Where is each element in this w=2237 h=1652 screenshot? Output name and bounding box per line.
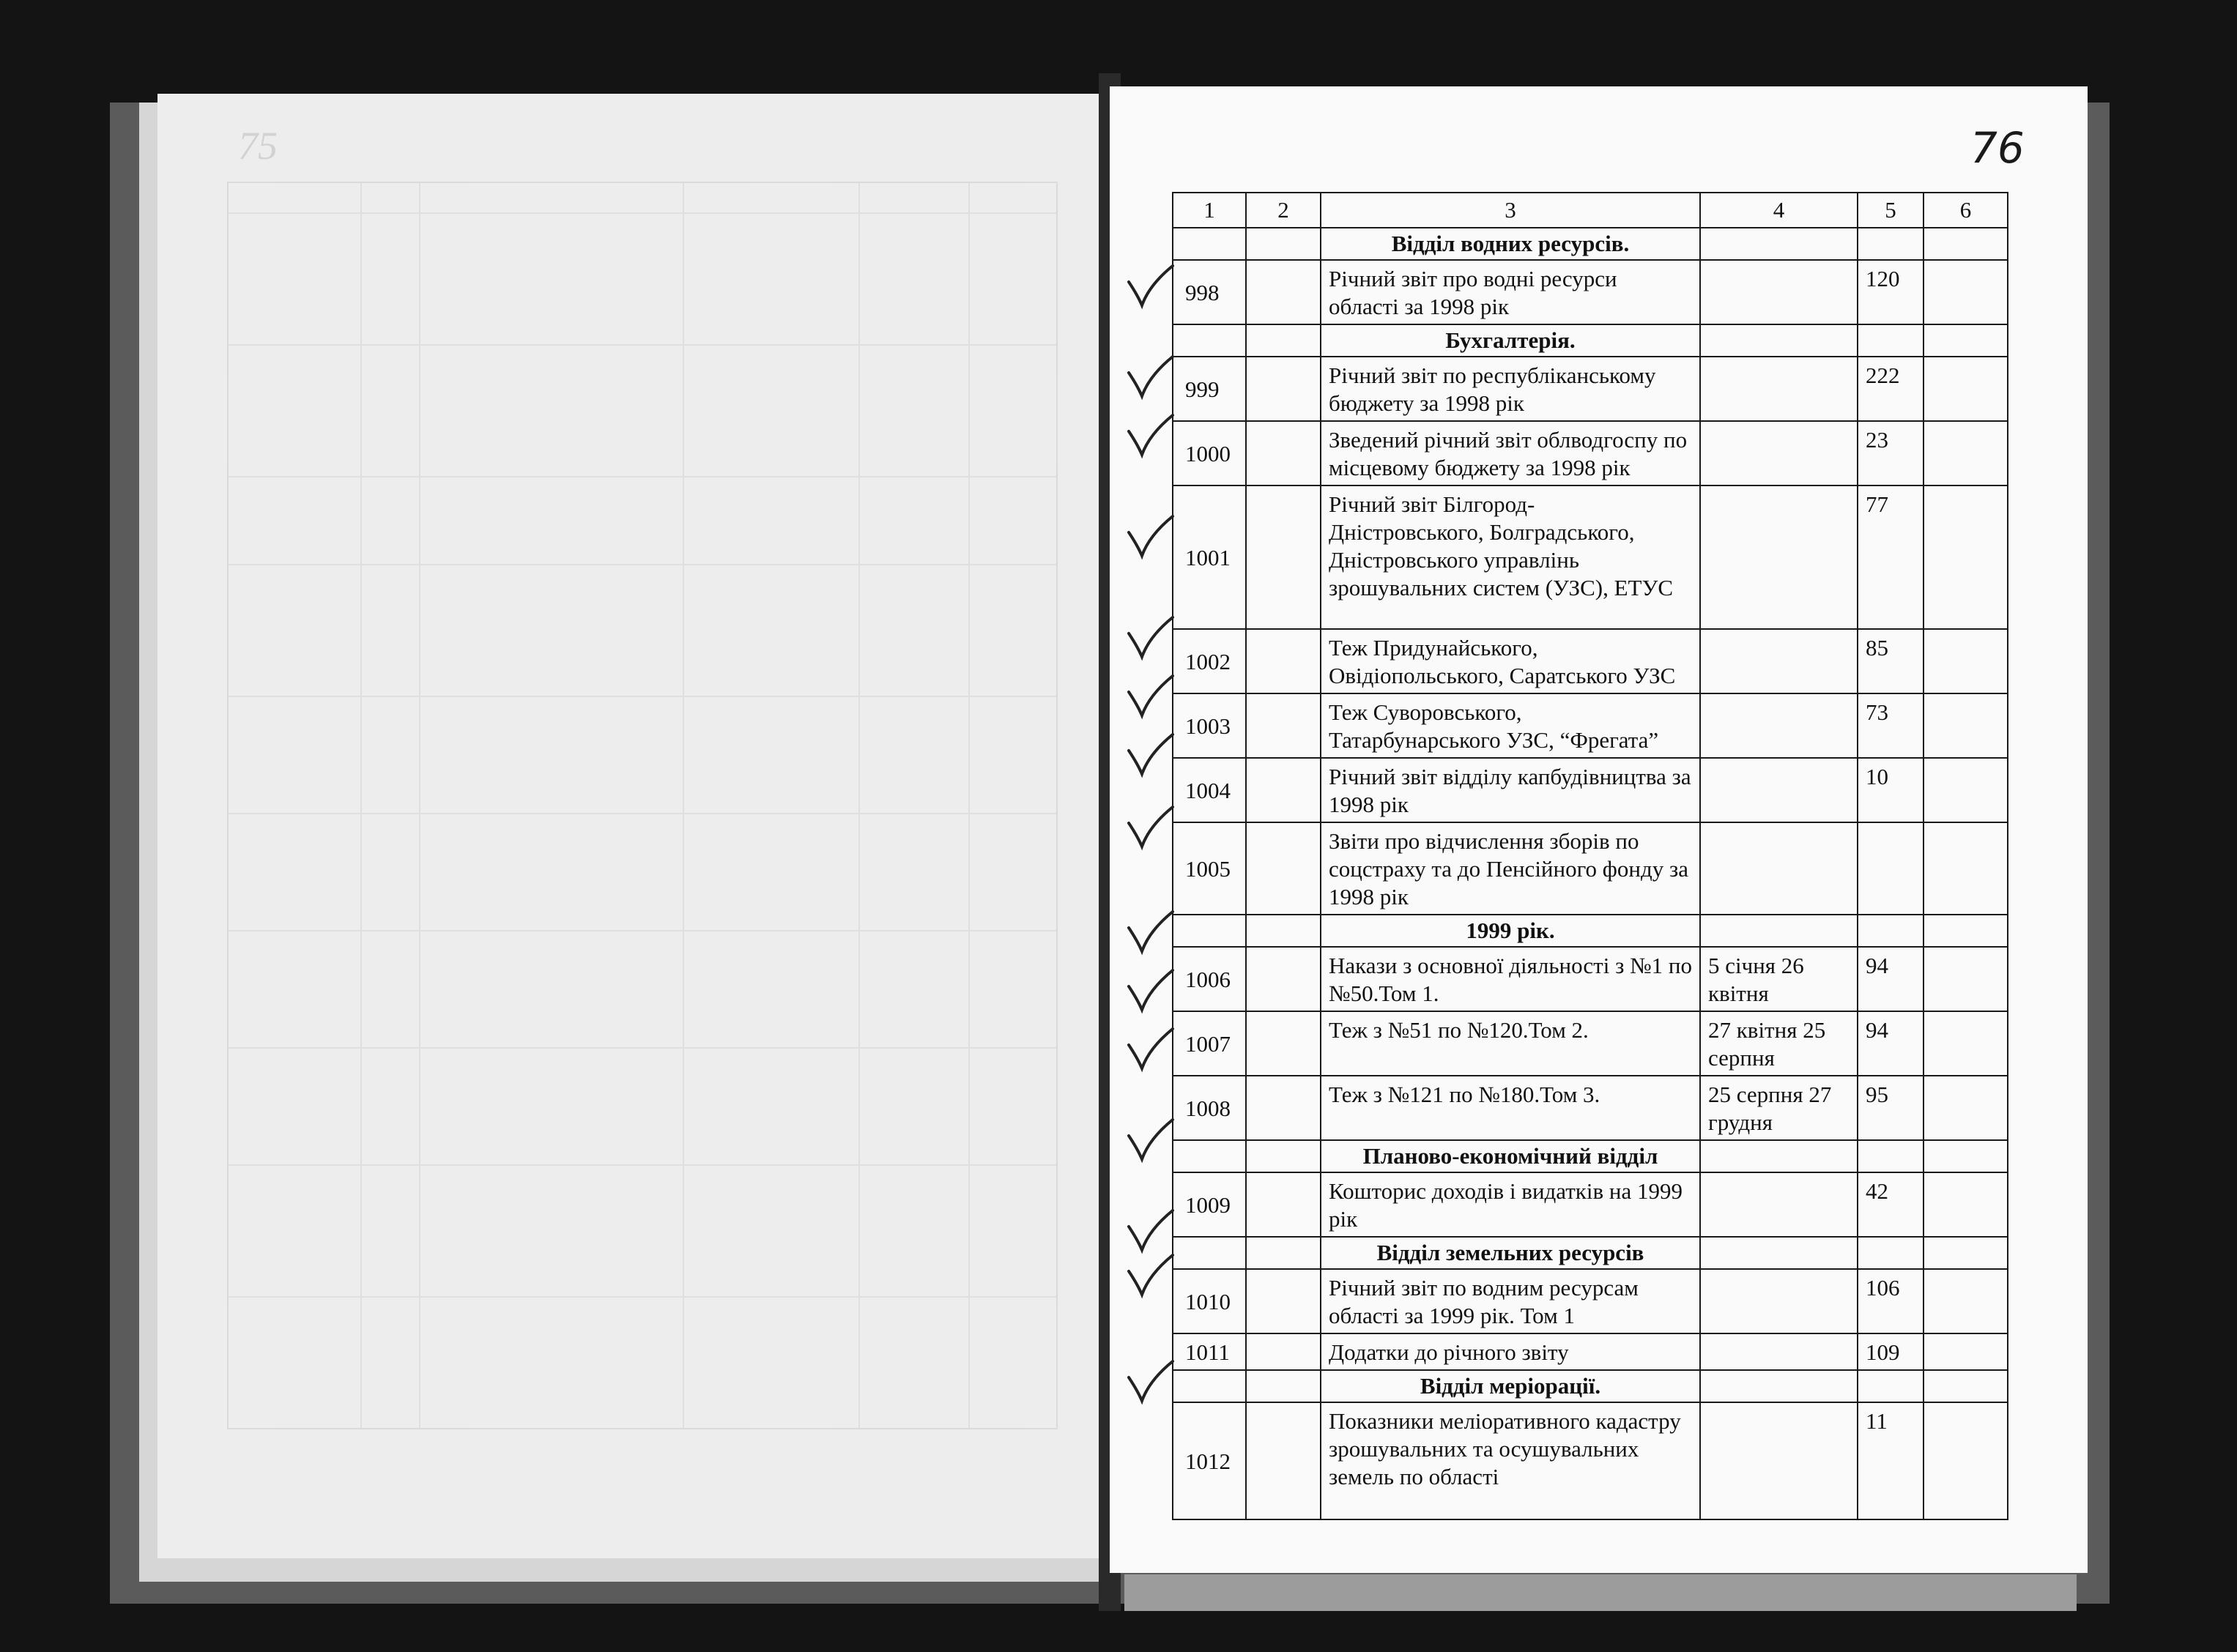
cell-empty bbox=[1246, 822, 1321, 915]
check-mark-icon bbox=[1124, 964, 1176, 1016]
section-row bbox=[1173, 1140, 2008, 1172]
item-pages: 106 bbox=[1858, 1269, 1923, 1333]
item-description: Теж з №121 по №180.Том 3. bbox=[1321, 1076, 1700, 1140]
cell-empty bbox=[1923, 1011, 2008, 1076]
cell-empty bbox=[1246, 1370, 1321, 1402]
item-description: Теж Придунайського, Овідіопольського, Саратського УЗС bbox=[1321, 629, 1700, 693]
check-mark-icon bbox=[1124, 906, 1176, 957]
cell-empty bbox=[1246, 1172, 1321, 1237]
left-page-number-ghost: 75 bbox=[238, 124, 278, 168]
item-dates bbox=[1700, 1333, 1858, 1370]
cell-empty bbox=[1923, 1172, 2008, 1237]
table-row bbox=[1173, 421, 2008, 485]
cell-empty bbox=[1246, 228, 1321, 260]
item-description: Теж Суворовського, Татарбунарського УЗС, “Фрегата” bbox=[1321, 693, 1700, 758]
check-mark-icon bbox=[1124, 611, 1176, 663]
item-dates: 27 квітня 25 серпня bbox=[1700, 1011, 1858, 1076]
cell-empty bbox=[1246, 485, 1321, 629]
check-mark-icon bbox=[1124, 729, 1176, 780]
cell-empty bbox=[1246, 1011, 1321, 1076]
item-dates bbox=[1700, 1269, 1858, 1333]
check-mark-icon bbox=[1124, 801, 1176, 852]
page-number: 76 bbox=[1970, 123, 2025, 173]
cell-empty bbox=[1923, 421, 2008, 485]
item-number: 999 bbox=[1173, 357, 1246, 421]
item-number: 1008 bbox=[1173, 1076, 1246, 1140]
cell-empty bbox=[1173, 1237, 1246, 1269]
item-number: 1002 bbox=[1173, 629, 1246, 693]
cell-empty bbox=[1246, 1140, 1321, 1172]
item-description: Кошторис доходів і видатків на 1999 рік bbox=[1321, 1172, 1700, 1237]
column-header: 4 bbox=[1700, 193, 1858, 228]
item-description: Річний звіт Білгород- Дністровського, Болградського, Дністровського управлінь зрошувальних систем (УЗС), ЕТУС bbox=[1321, 485, 1700, 629]
item-description: Зведений річний звіт облводгоспу по місцевому бюджету за 1998 рік bbox=[1321, 421, 1700, 485]
item-number: 1010 bbox=[1173, 1269, 1246, 1333]
item-dates bbox=[1700, 758, 1858, 822]
item-dates bbox=[1700, 693, 1858, 758]
cell-empty bbox=[1858, 915, 1923, 947]
item-number: 1009 bbox=[1173, 1172, 1246, 1237]
section-row bbox=[1173, 324, 2008, 357]
item-description: Річний звіт відділу капбудівництва за 1998 рік bbox=[1321, 758, 1700, 822]
cell-empty bbox=[1923, 1269, 2008, 1333]
table-row bbox=[1173, 1011, 2008, 1076]
item-dates bbox=[1700, 1402, 1858, 1519]
item-number: 1011 bbox=[1173, 1333, 1246, 1370]
item-pages: 222 bbox=[1858, 357, 1923, 421]
item-dates bbox=[1700, 1172, 1858, 1237]
table-row bbox=[1173, 485, 2008, 629]
check-mark-icon bbox=[1124, 1249, 1176, 1301]
table-row bbox=[1173, 758, 2008, 822]
item-number: 1004 bbox=[1173, 758, 1246, 822]
right-page-edge bbox=[1124, 1574, 2077, 1611]
item-dates: 5 січня 26 квітня bbox=[1700, 947, 1858, 1011]
item-dates bbox=[1700, 357, 1858, 421]
table-row bbox=[1173, 1269, 2008, 1333]
item-number: 998 bbox=[1173, 260, 1246, 324]
item-description: Річний звіт про водні ресурси області за 1998 рік bbox=[1321, 260, 1700, 324]
left-page-ghost-table bbox=[227, 182, 1058, 1429]
item-number: 1006 bbox=[1173, 947, 1246, 1011]
cell-empty bbox=[1246, 421, 1321, 485]
cell-empty bbox=[1923, 758, 2008, 822]
check-mark-icon bbox=[1124, 1023, 1176, 1074]
item-pages: 85 bbox=[1858, 629, 1923, 693]
item-pages: 77 bbox=[1858, 485, 1923, 629]
cell-empty bbox=[1246, 1269, 1321, 1333]
check-mark-icon bbox=[1124, 351, 1176, 402]
section-title: Планово-економічний відділ bbox=[1321, 1140, 1700, 1172]
column-header: 5 bbox=[1858, 193, 1923, 228]
cell-empty bbox=[1923, 228, 2008, 260]
table-row bbox=[1173, 1333, 2008, 1370]
item-dates bbox=[1700, 421, 1858, 485]
column-header: 2 bbox=[1246, 193, 1321, 228]
check-mark-icon bbox=[1124, 510, 1176, 562]
section-title: 1999 рік. bbox=[1321, 915, 1700, 947]
cell-empty bbox=[1173, 228, 1246, 260]
section-row bbox=[1173, 228, 2008, 260]
table-row bbox=[1173, 1172, 2008, 1237]
section-title: Відділ водних ресурсів. bbox=[1321, 228, 1700, 260]
cell-empty bbox=[1173, 1140, 1246, 1172]
section-row bbox=[1173, 1237, 2008, 1269]
table-row bbox=[1173, 357, 2008, 421]
item-number: 1012 bbox=[1173, 1402, 1246, 1519]
cell-empty bbox=[1923, 1402, 2008, 1519]
cell-empty bbox=[1700, 1237, 1858, 1269]
cell-empty bbox=[1923, 260, 2008, 324]
cell-empty bbox=[1923, 629, 2008, 693]
table-row bbox=[1173, 947, 2008, 1011]
item-description: Додатки до річного звіту bbox=[1321, 1333, 1700, 1370]
cell-empty bbox=[1858, 324, 1923, 357]
item-pages: 42 bbox=[1858, 1172, 1923, 1237]
cell-empty bbox=[1923, 915, 2008, 947]
cell-empty bbox=[1246, 1333, 1321, 1370]
section-title: Бухгалтерія. bbox=[1321, 324, 1700, 357]
register-table bbox=[1172, 192, 2008, 1520]
cell-empty bbox=[1246, 324, 1321, 357]
table-header-row bbox=[1173, 193, 2008, 228]
cell-empty bbox=[1923, 324, 2008, 357]
column-header: 3 bbox=[1321, 193, 1700, 228]
item-pages: 109 bbox=[1858, 1333, 1923, 1370]
cell-empty bbox=[1923, 485, 2008, 629]
cell-empty bbox=[1923, 1076, 2008, 1140]
cell-empty bbox=[1923, 1333, 2008, 1370]
cell-empty bbox=[1246, 915, 1321, 947]
item-description: Звіти про відчислення зборів по соцстраху та до Пенсійного фонду за 1998 рік bbox=[1321, 822, 1700, 915]
section-row bbox=[1173, 915, 2008, 947]
cell-empty bbox=[1246, 693, 1321, 758]
cell-empty bbox=[1246, 1076, 1321, 1140]
item-pages: 10 bbox=[1858, 758, 1923, 822]
item-description: Річний звіт по республіканському бюджету за 1998 рік bbox=[1321, 357, 1700, 421]
check-mark-icon bbox=[1124, 1205, 1176, 1256]
cell-empty bbox=[1923, 1237, 2008, 1269]
check-mark-icon bbox=[1124, 1355, 1176, 1407]
item-dates bbox=[1700, 822, 1858, 915]
cell-empty bbox=[1700, 228, 1858, 260]
item-pages: 23 bbox=[1858, 421, 1923, 485]
cell-empty bbox=[1173, 324, 1246, 357]
item-number: 1005 bbox=[1173, 822, 1246, 915]
cell-empty bbox=[1858, 1237, 1923, 1269]
cell-empty bbox=[1173, 915, 1246, 947]
cell-empty bbox=[1700, 1140, 1858, 1172]
cell-empty bbox=[1858, 1140, 1923, 1172]
cell-empty bbox=[1246, 947, 1321, 1011]
table-row bbox=[1173, 693, 2008, 758]
table-row bbox=[1173, 1076, 2008, 1140]
item-description: Накази з основної діяльності з №1 по №50.Том 1. bbox=[1321, 947, 1700, 1011]
cell-empty bbox=[1173, 1370, 1246, 1402]
section-row bbox=[1173, 1370, 2008, 1402]
check-mark-icon bbox=[1124, 1114, 1176, 1165]
item-description: Річний звіт по водним ресурсам області за 1999 рік. Том 1 bbox=[1321, 1269, 1700, 1333]
left-page bbox=[157, 94, 1106, 1558]
cell-empty bbox=[1246, 357, 1321, 421]
item-description: Показники меліоративного кадастру зрошувальних та осушувальних земель по області bbox=[1321, 1402, 1700, 1519]
item-pages: 94 bbox=[1858, 1011, 1923, 1076]
check-mark-icon bbox=[1124, 409, 1176, 461]
cell-empty bbox=[1246, 1237, 1321, 1269]
cell-empty bbox=[1923, 947, 2008, 1011]
cell-empty bbox=[1246, 758, 1321, 822]
item-pages: 73 bbox=[1858, 693, 1923, 758]
cell-empty bbox=[1858, 228, 1923, 260]
item-number: 1001 bbox=[1173, 485, 1246, 629]
item-pages: 94 bbox=[1858, 947, 1923, 1011]
table-row bbox=[1173, 822, 2008, 915]
item-number: 1003 bbox=[1173, 693, 1246, 758]
cell-empty bbox=[1700, 324, 1858, 357]
section-title: Відділ земельних ресурсів bbox=[1321, 1237, 1700, 1269]
item-pages: 11 bbox=[1858, 1402, 1923, 1519]
cell-empty bbox=[1923, 357, 2008, 421]
cell-empty bbox=[1858, 1370, 1923, 1402]
item-description: Теж з №51 по №120.Том 2. bbox=[1321, 1011, 1700, 1076]
item-dates bbox=[1700, 485, 1858, 629]
column-header: 1 bbox=[1173, 193, 1246, 228]
cell-empty bbox=[1246, 1402, 1321, 1519]
section-title: Відділ меріорації. bbox=[1321, 1370, 1700, 1402]
item-pages bbox=[1858, 822, 1923, 915]
table-row bbox=[1173, 1402, 2008, 1519]
item-dates: 25 серпня 27 грудня bbox=[1700, 1076, 1858, 1140]
item-number: 1000 bbox=[1173, 421, 1246, 485]
item-dates bbox=[1700, 260, 1858, 324]
table-row bbox=[1173, 260, 2008, 324]
item-pages: 120 bbox=[1858, 260, 1923, 324]
table-row bbox=[1173, 629, 2008, 693]
item-dates bbox=[1700, 629, 1858, 693]
column-header: 6 bbox=[1923, 193, 2008, 228]
cell-empty bbox=[1246, 260, 1321, 324]
cell-empty bbox=[1700, 915, 1858, 947]
cell-empty bbox=[1923, 822, 2008, 915]
cell-empty bbox=[1923, 693, 2008, 758]
check-mark-icon bbox=[1124, 260, 1176, 311]
cell-empty bbox=[1923, 1140, 2008, 1172]
cell-empty bbox=[1700, 1370, 1858, 1402]
item-pages: 95 bbox=[1858, 1076, 1923, 1140]
cell-empty bbox=[1923, 1370, 2008, 1402]
check-mark-icon bbox=[1124, 670, 1176, 721]
item-number: 1007 bbox=[1173, 1011, 1246, 1076]
cell-empty bbox=[1246, 629, 1321, 693]
